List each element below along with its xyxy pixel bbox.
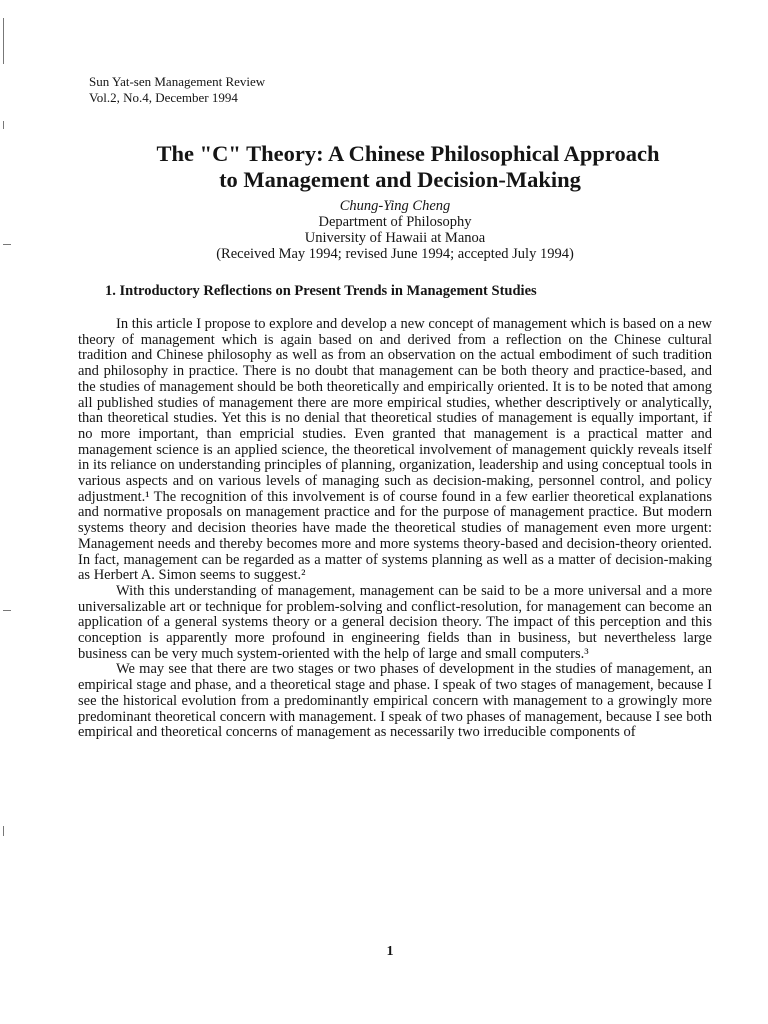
byline xyxy=(0,198,768,262)
paragraph: In this article I propose to explore and develop a new concept of management which is based on a new theory of management which is again based on and derived from a reflection on the Chinese cultural tradition and Chinese philosophy as well as from an observation on the actual embodiment of such tradition and philosophy in practice. There is no doubt that management can be both theory and practice-based, and the studies of management should be both theoretically and empirically oriented. It is to be noted that among all published studies of management there are more empirical studies, whether descriptively or analytically, than theoretical studies. Yet this is no denial that theoretical studies of management is equally important, if no more important, than empricial studies. Even granted that management is a practical matter and management science is an applied science, the theoretical involvement of management quickly reveals itself in its reliance on understanding principles of planning, organization, leadership and using conceptual tools in various aspects and on various levels of managing such as decision-making, personnel control, and policy adjustment.¹ The recognition of this involvement is of course found in a few earlier theoretical explanations and normative proposals on management practice and for the purpose of management practice. But modern systems theory and decision theories have made the theoretical studies of management even more urgent: Management needs and thereby becomes more and more systems theory-based and decision-theory oriented. In fact, management can be regarded as a matter of systems planning as well as a matter of decision-making as Herbert A. Simon seems to suggest.² xyxy=(78,316,712,584)
author-name: Chung-Ying Cheng xyxy=(339,198,451,214)
section-heading: 1. Introductory Reflections on Present Trends in Management Studies xyxy=(105,283,537,299)
scan-edge-mark xyxy=(3,610,11,611)
scan-edge-mark xyxy=(3,18,4,64)
article-title-line-1: The "C" Theory: A Chinese Philosophical Approach xyxy=(156,141,660,166)
body-text xyxy=(78,317,712,741)
paragraph: With this understanding of management, management can be said to be a more universal and a more universalizable art or technique for problem-solving and conflict-resolution, for management can become an application of a general systems theory or a general decision theory. The impact of this perception and this conception is apparently more profound in engineering fields than in business, but nevertheless large business can be very much system-oriented with the help of large and small computers.³ xyxy=(78,582,712,662)
submission-dates: (Received May 1994; revised June 1994; accepted July 1994) xyxy=(216,246,574,262)
journal-issue: Vol.2, No.4, December 1994 xyxy=(89,90,238,105)
article-title-line-2: to Management and Decision-Making xyxy=(219,167,581,192)
journal-header xyxy=(89,74,265,106)
article-title xyxy=(0,141,768,193)
journal-name: Sun Yat-sen Management Review xyxy=(89,74,266,89)
page-number: 1 xyxy=(386,944,394,959)
scan-edge-mark xyxy=(3,121,4,129)
paragraph: We may see that there are two stages or two phases of development in the studies of management, an empirical stage and phase, and a theoretical stage and phase. I speak of two stages of management, because I see the historical evolution from a predominantly empirical concern with management to a growingly more predominant theoretical concern with management. I speak of two phases of management, because I see both empirical and theoretical concerns of management as necessarily two irreducible components of xyxy=(78,661,712,741)
author-university: University of Hawaii at Manoa xyxy=(304,230,486,246)
author-department: Department of Philosophy xyxy=(318,214,472,230)
scan-edge-mark xyxy=(3,826,4,836)
